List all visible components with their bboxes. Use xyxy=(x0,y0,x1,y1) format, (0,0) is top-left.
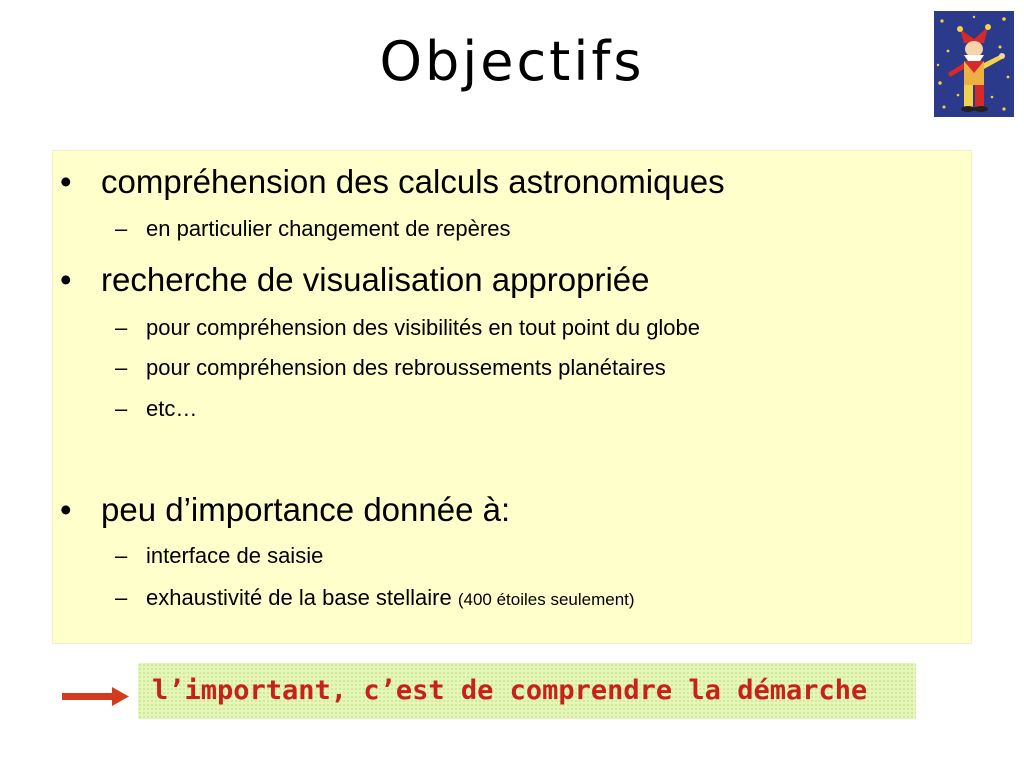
bullet-mark: • xyxy=(60,163,72,200)
bullet-mark: • xyxy=(60,491,72,528)
sub-bullet-mark: – xyxy=(115,543,128,568)
right-arrow-icon xyxy=(62,686,130,713)
sub-bullet-mark: – xyxy=(115,216,128,241)
bullet-text: recherche de visualisation appropriée xyxy=(101,261,650,298)
sub-bullet-content xyxy=(146,585,635,611)
sub-bullet-note: (400 étoiles seulement) xyxy=(457,590,635,609)
bullet-text: compréhension des calculs astronomiques xyxy=(101,163,725,200)
sub-bullet-mark: – xyxy=(115,396,128,421)
bullet-mark: • xyxy=(60,261,72,298)
bullet-text: peu d’importance donnée à: xyxy=(101,491,511,528)
sub-bullet-text: pour compréhension des rebroussements planétaires xyxy=(146,355,666,380)
sub-bullet-text: interface de saisie xyxy=(146,543,324,568)
sub-bullet-text: pour compréhension des visibilités en tout point du globe xyxy=(146,315,701,340)
sub-bullet-text: exhaustivité de la base stellaire xyxy=(146,585,452,610)
sub-bullet-text: en particulier changement de repères xyxy=(146,216,511,241)
conclusion-box: l’important, c’est de comprendre la démarche xyxy=(138,663,916,719)
sub-bullet-text: etc… xyxy=(146,396,198,421)
jester-logo xyxy=(934,11,1014,117)
sub-bullet-mark: – xyxy=(115,315,128,340)
sub-bullet-mark: – xyxy=(115,355,128,380)
slide-title: Objectifs xyxy=(379,30,645,93)
jester-icon xyxy=(934,11,1014,117)
sub-bullet-mark: – xyxy=(115,585,128,610)
